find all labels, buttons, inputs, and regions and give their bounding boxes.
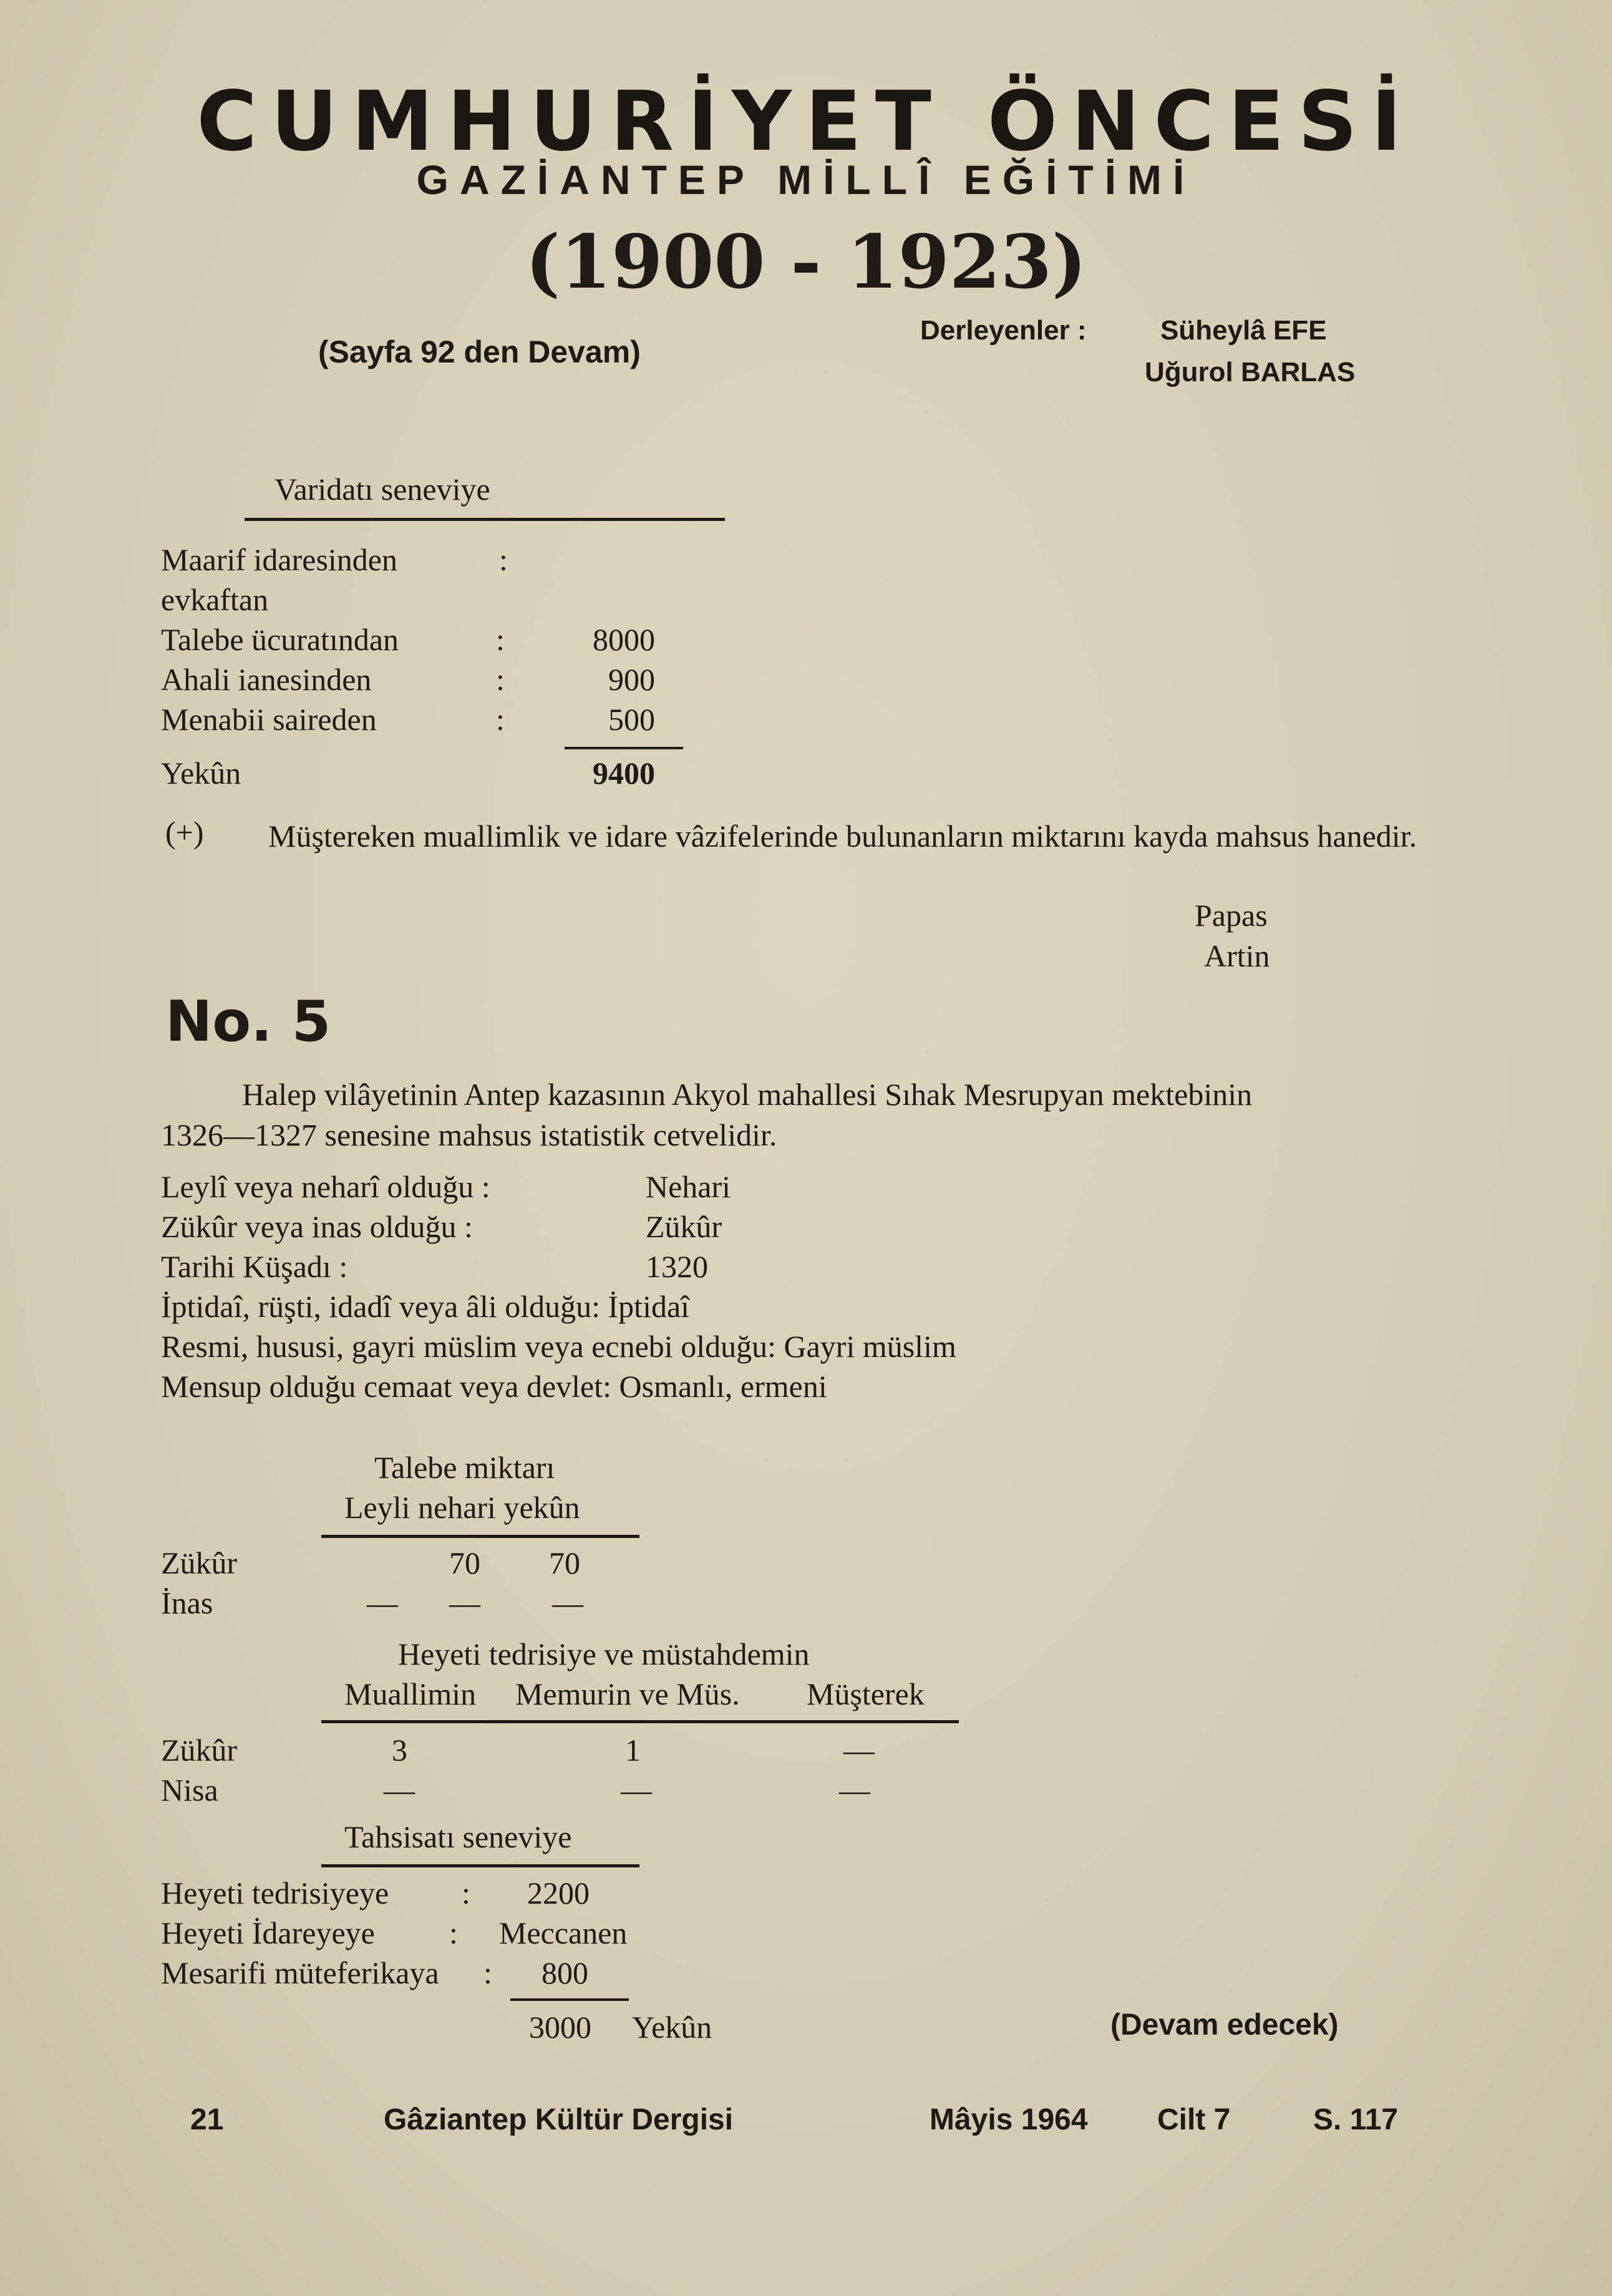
revenue-row-colon: :: [499, 542, 508, 577]
page-title: CUMHURİYET ÖNCESİ: [197, 74, 1415, 170]
issue-date: Mâyis 1964: [930, 2103, 1088, 2136]
staff-heading: Heyeti tedrisiye ve müstahdemin: [398, 1637, 810, 1671]
allocation-heading: Tahsisatı seneviye: [344, 1819, 572, 1854]
issue-number: S. 117: [1313, 2103, 1399, 2136]
allocation-row-colon: :: [483, 1955, 492, 1990]
info-label: Leylî veya neharî olduğu :: [161, 1169, 490, 1204]
staff-row-label: Nisa: [161, 1773, 218, 1807]
staff-cell: —: [839, 1773, 870, 1807]
revenue-row-colon: :: [496, 662, 505, 697]
info-line: İptidaî, rüşti, idadî veya âli olduğu: İptidaî: [161, 1289, 690, 1324]
footnote-marker: (+): [165, 815, 204, 850]
school-intro-line-2: 1326—1327 senesine mahsus istatistik cetvelidir.: [161, 1117, 777, 1152]
students-cell: —: [449, 1585, 480, 1620]
students-row-label: Zükûr: [161, 1545, 238, 1580]
revenue-row-label: Ahali ianesinden: [161, 662, 372, 697]
signer-title: Papas: [1195, 898, 1268, 933]
staff-col-3: Müşterek: [807, 1676, 925, 1711]
students-row-label: İnas: [161, 1585, 213, 1620]
allocation-total-value: 3000: [529, 2010, 591, 2045]
students-rule: [321, 1535, 639, 1538]
page-years: (1900 - 1923): [525, 218, 1087, 305]
page-number: 21: [190, 2103, 224, 2136]
staff-cell: —: [843, 1733, 875, 1768]
students-heading: Talebe miktarı: [374, 1450, 555, 1485]
section-number: No. 5: [165, 989, 331, 1054]
students-cell: 70: [549, 1545, 580, 1580]
revenue-total-label: Yekûn: [161, 756, 241, 790]
allocation-row-label: Heyeti tedrisiyeye: [161, 1875, 389, 1910]
allocation-rule: [321, 1864, 639, 1867]
allocation-row-value: 2200: [527, 1875, 590, 1910]
info-value: 1320: [646, 1249, 708, 1284]
revenue-row-value: 500: [608, 702, 655, 737]
allocation-row-label: Heyeti İdareyeye: [161, 1915, 375, 1950]
info-value: Nehari: [646, 1169, 731, 1204]
students-cell: —: [367, 1585, 398, 1620]
compiler-name-1: Süheylâ EFE: [1160, 315, 1327, 346]
staff-cell: —: [384, 1773, 415, 1807]
revenue-row-label: evkaftan: [161, 582, 269, 617]
staff-col-2: Memurin ve Müs.: [515, 1676, 740, 1711]
allocation-total-rule: [510, 1998, 629, 2001]
revenue-row-colon: :: [496, 622, 505, 657]
allocation-row-colon: :: [462, 1875, 470, 1910]
revenue-total-value: 9400: [593, 756, 655, 790]
continued-note: (Sayfa 92 den Devam): [318, 334, 641, 369]
revenue-heading-rule: [245, 518, 725, 521]
revenue-row-value: 900: [608, 662, 655, 697]
signer-name: Artin: [1204, 938, 1270, 973]
info-line: Resmi, hususi, gayri müslim veya ecnebi olduğu: Gayri müslim: [161, 1329, 956, 1364]
journal-name: Gâziantep Kültür Dergisi: [384, 2103, 734, 2136]
allocation-row-label: Mesarifi müteferikaya: [161, 1955, 439, 1990]
staff-cell: 3: [392, 1733, 407, 1768]
info-value: Zükûr: [646, 1209, 722, 1244]
staff-col-1: Muallimin: [344, 1676, 477, 1711]
to-be-continued: (Devam edecek): [1110, 2008, 1339, 2041]
info-label: Zükûr veya inas olduğu :: [161, 1209, 473, 1244]
footnote-text: Müştereken muallimlik ve idare vâzifelerinde bulunanların miktarını kayda mahsus hanedir.: [268, 819, 1417, 854]
compilers-label: Derleyenler :: [920, 315, 1087, 346]
total-rule: [565, 747, 683, 749]
allocation-total-label: Yekûn: [632, 2010, 712, 2045]
page-subtitle: GAZİANTEP MİLLÎ EĞİTİMİ: [416, 157, 1196, 203]
revenue-row-label: Talebe ücuratından: [161, 622, 399, 657]
compiler-name-2: Uğurol BARLAS: [1145, 357, 1356, 387]
staff-cell: 1: [625, 1733, 641, 1768]
revenue-row-value: 8000: [593, 622, 655, 657]
allocation-row-value: Meccanen: [499, 1915, 628, 1950]
staff-cell: —: [621, 1773, 652, 1807]
students-cell: 70: [449, 1545, 480, 1580]
volume: Cilt 7: [1157, 2103, 1231, 2136]
students-cell: —: [552, 1585, 583, 1620]
revenue-row-label: Menabii saireden: [161, 702, 377, 737]
info-label: Tarihi Küşadı :: [161, 1249, 348, 1284]
staff-rule: [321, 1720, 959, 1723]
school-intro-line-1: Halep vilâyetinin Antep kazasının Akyol mahallesi Sıhak Mesrupyan mektebinin: [242, 1077, 1253, 1112]
allocation-row-colon: :: [449, 1915, 458, 1950]
revenue-heading: Varidatı seneviye: [274, 472, 490, 507]
revenue-row-colon: :: [496, 702, 505, 737]
allocation-row-value: 800: [541, 1955, 588, 1990]
staff-row-label: Zükûr: [161, 1733, 238, 1768]
info-line: Mensup olduğu cemaat veya devlet: Osmanlı, ermeni: [161, 1369, 827, 1404]
students-columns: Leyli nehari yekûn: [344, 1490, 580, 1525]
revenue-row-label: Maarif idaresinden: [161, 542, 398, 577]
